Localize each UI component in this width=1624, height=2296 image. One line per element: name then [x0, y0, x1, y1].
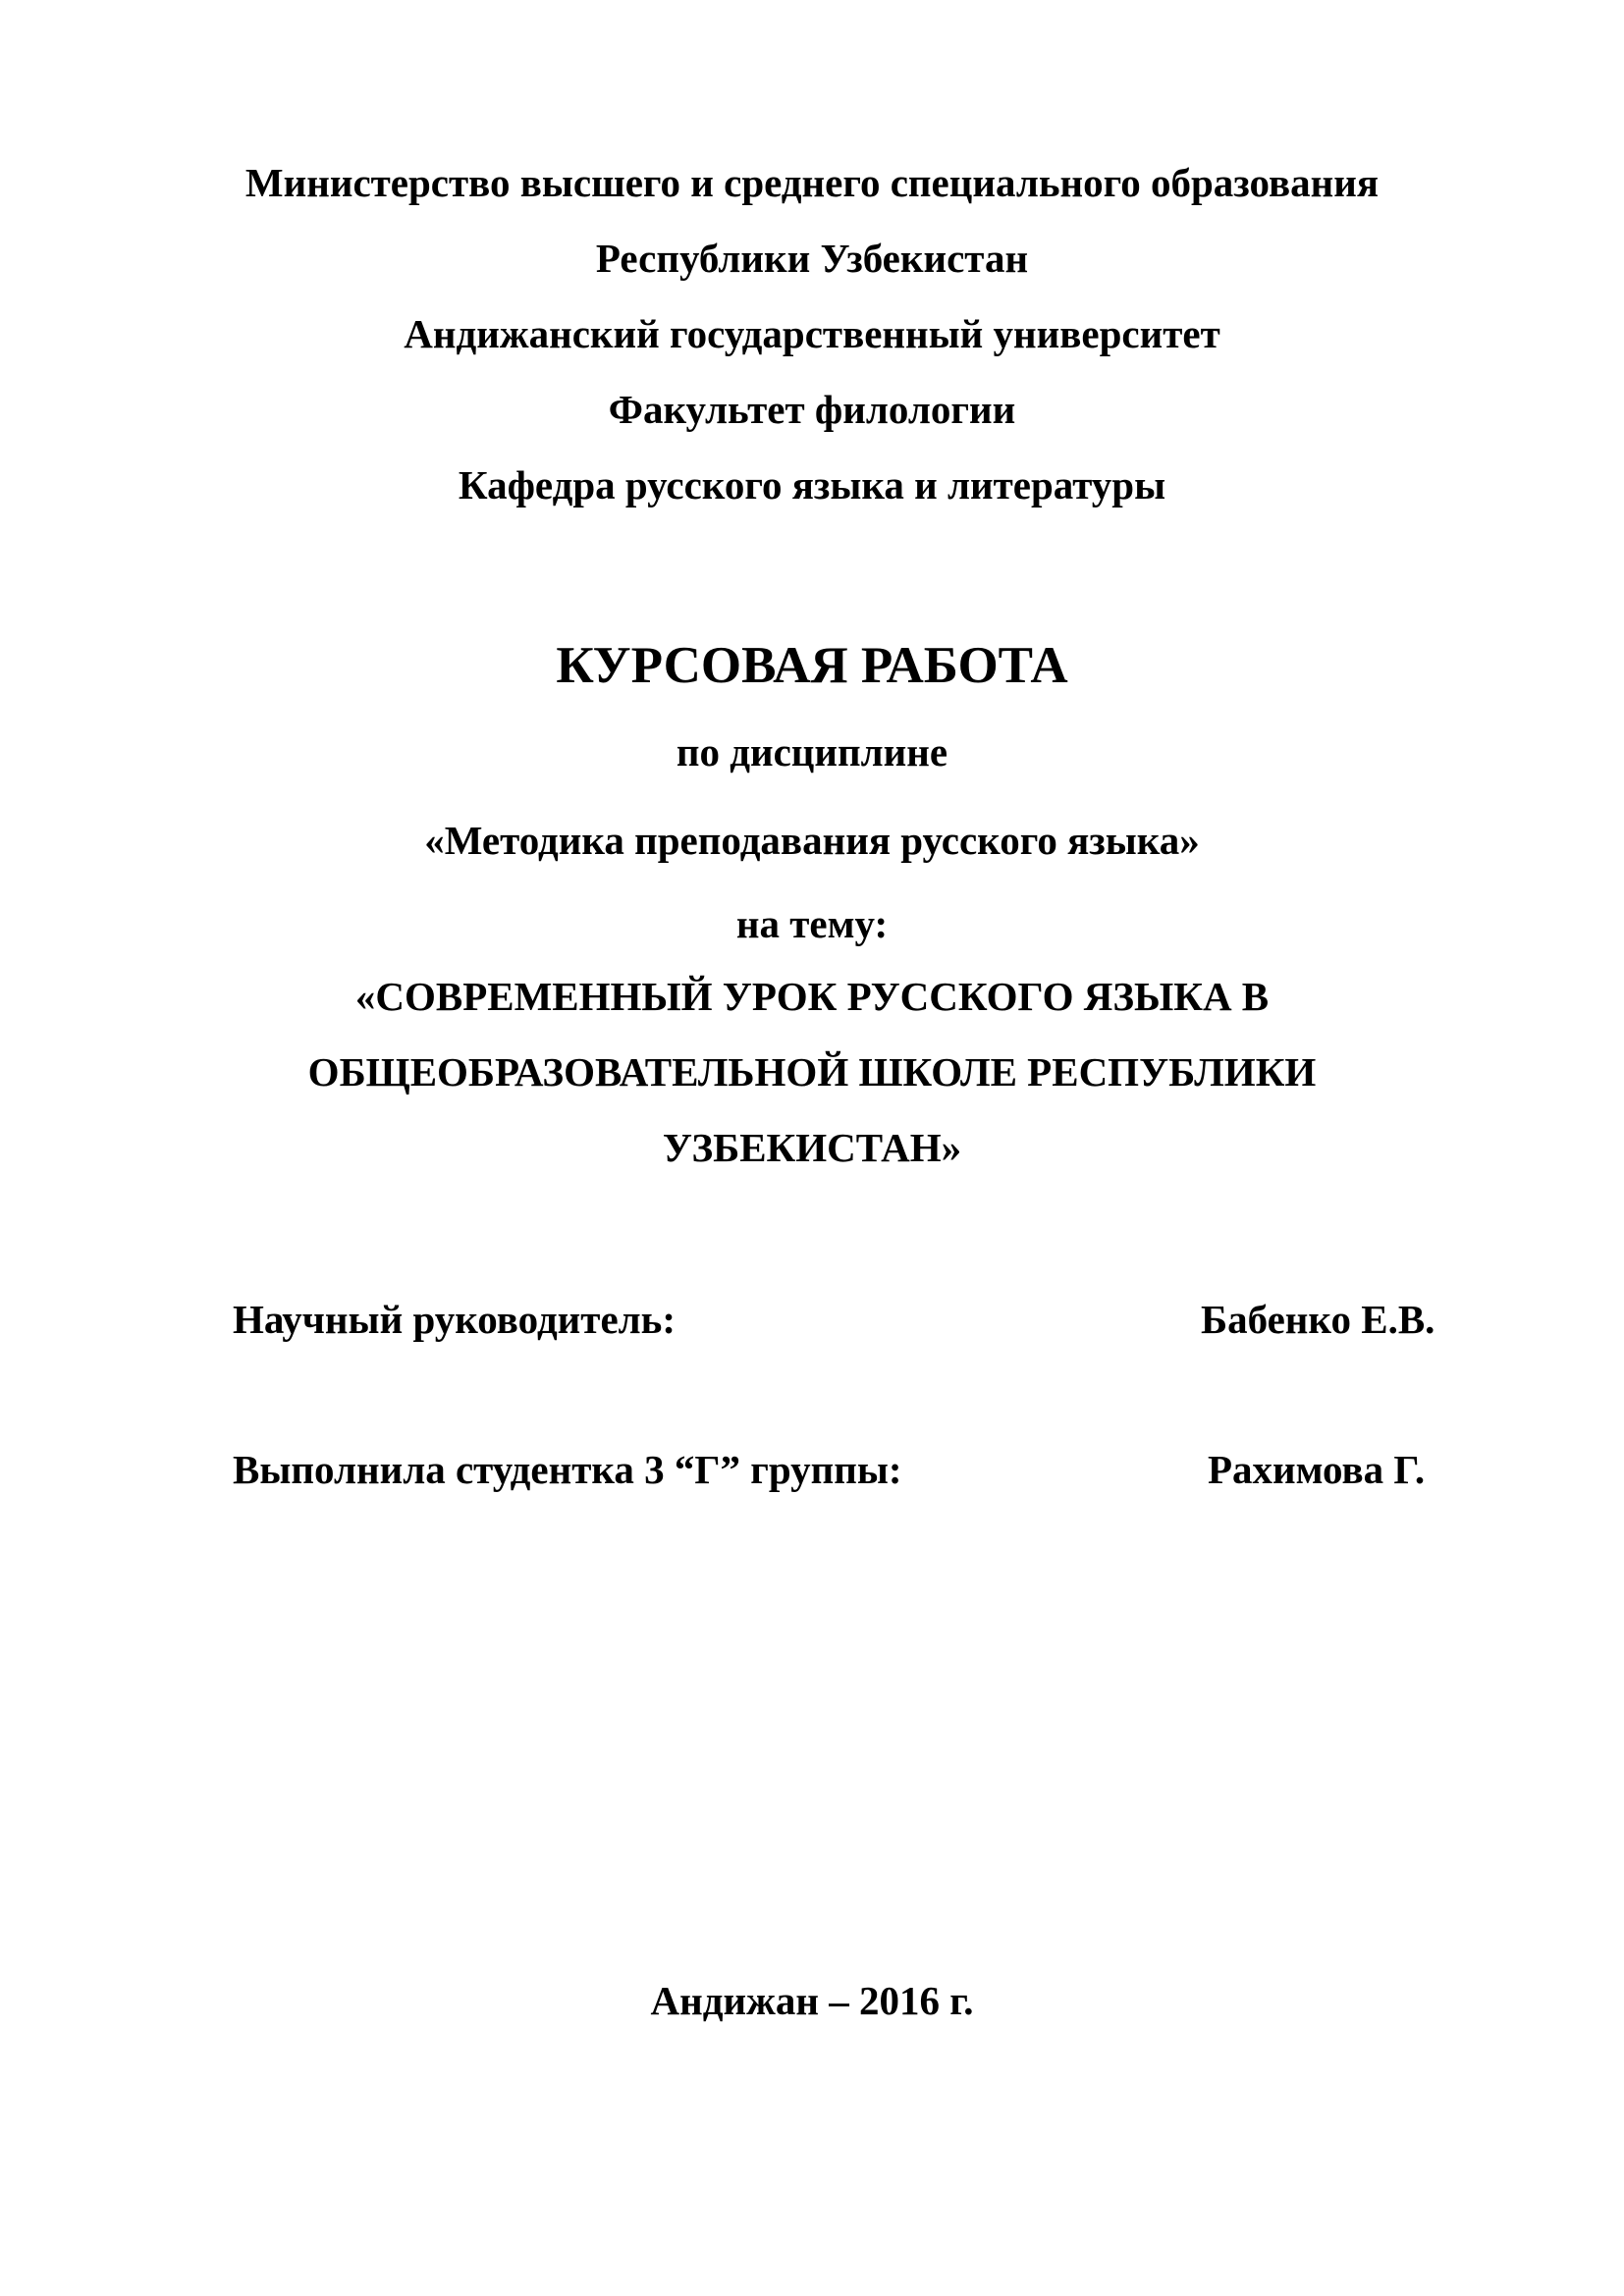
city-year: Андижан – 2016 г.: [650, 1978, 974, 2023]
department-line: Кафедра русского языка и литературы: [458, 462, 1166, 507]
student-name: Рахимова Г.: [1208, 1447, 1426, 1492]
document-type-title: КУРСОВАЯ РАБОТА: [556, 637, 1068, 694]
university-line: Андижанский государственный университет: [404, 311, 1220, 356]
topic-line-3: УЗБЕКИСТАН»: [662, 1125, 962, 1170]
discipline-prefix: по дисциплине: [676, 729, 948, 774]
topic-prefix: на тему:: [735, 901, 889, 946]
discipline-name: «Методика преподавания русского языка»: [424, 818, 1200, 863]
supervisor-name: Бабенко Е.В.: [1201, 1297, 1435, 1342]
topic-line-2: ОБЩЕОБРАЗОВАТЕЛЬНОЙ ШКОЛЕ РЕСПУБЛИКИ: [307, 1049, 1317, 1095]
student-label: Выполнила студентка 3 “Г” группы:: [233, 1447, 902, 1492]
faculty-line: Факультет филологии: [608, 387, 1016, 432]
ministry-line: Министерство высшего и среднего специального образования: [244, 160, 1380, 205]
republic-line: Республики Узбекистан: [595, 236, 1029, 281]
supervisor-label: Научный руководитель:: [233, 1297, 676, 1342]
topic-line-1: «СОВРЕМЕННЫЙ УРОК РУССКОГО ЯЗЫКА В: [354, 974, 1270, 1019]
